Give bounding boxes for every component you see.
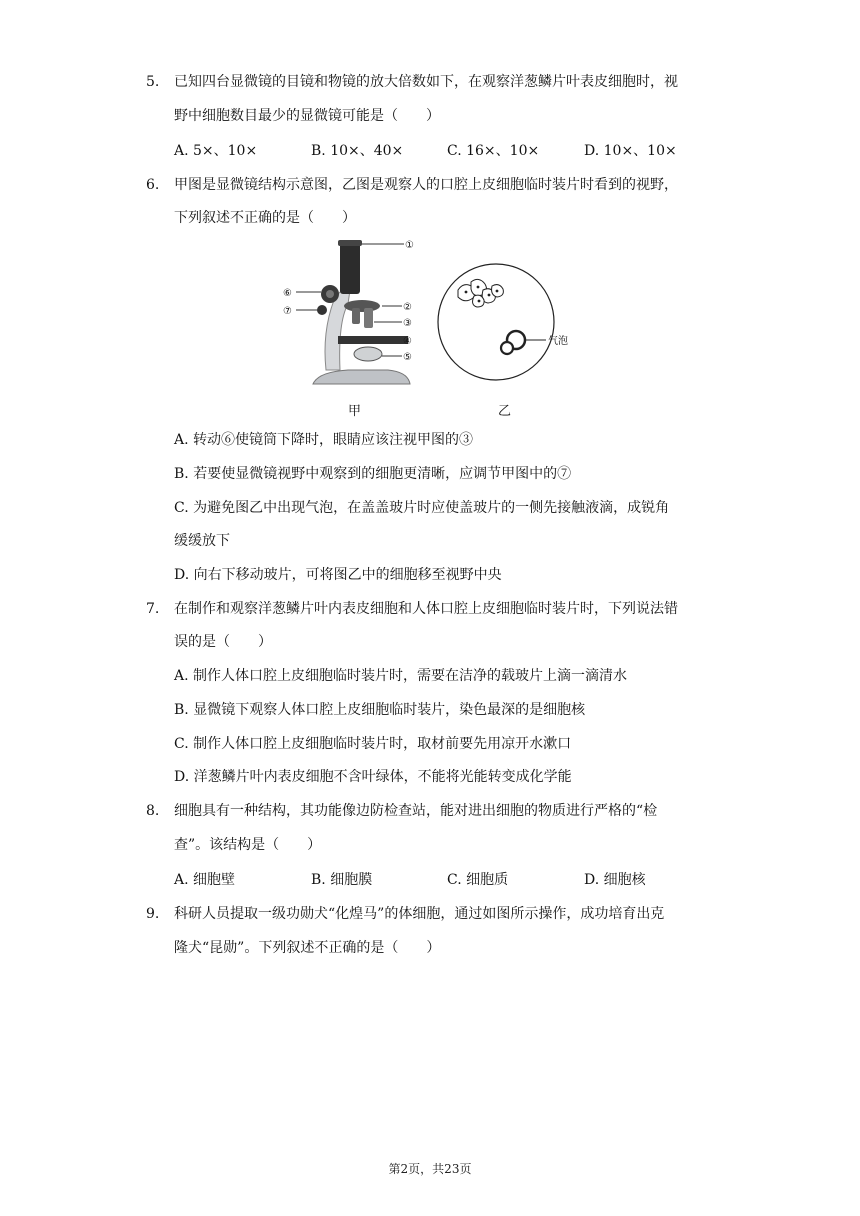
caption-right: 乙 <box>498 404 512 419</box>
option-a: A. 制作人体口腔上皮细胞临时装片时，需要在洁净的载玻片上滴一滴清水 <box>174 668 628 684</box>
label-5: ⑤ <box>403 352 412 363</box>
microscope-diagram-svg <box>278 232 598 422</box>
option-b: B. 10×、40× <box>311 143 404 159</box>
bubble-label: 气泡 <box>548 336 568 347</box>
option-c: C. 细胞质 <box>447 872 509 888</box>
microscope-figure <box>278 232 598 422</box>
question-text: 科研人员提取一级功勋犬“化煌马”的体细胞，通过如图所示操作，成功培育出克 <box>174 906 665 922</box>
microscope-illustration <box>313 240 410 384</box>
question-text: 隆犬“昆勋”。下列叙述不正确的是（ ） <box>174 940 441 956</box>
option-d: D. 10×、10× <box>584 143 677 159</box>
option-b: B. 细胞膜 <box>311 872 373 888</box>
field-of-view <box>438 264 568 380</box>
question-text: 已知四台显微镜的目镜和物镜的放大倍数如下，在观察洋葱鳞片叶表皮细胞时，视 <box>174 74 678 90</box>
option-a: A. 5×、10× <box>174 143 258 159</box>
page-footer: 第2页，共23页 <box>388 1162 472 1176</box>
question-text: 查”。该结构是（ ） <box>174 837 322 853</box>
option-b: B. 显微镜下观察人体口腔上皮细胞临时装片，染色最深的是细胞核 <box>174 702 586 718</box>
question-number: 7. <box>146 601 160 617</box>
label-4: ④ <box>403 336 412 347</box>
question-text: 下列叙述不正确的是（ ） <box>174 210 356 226</box>
option-d: D. 洋葱鳞片叶内表皮细胞不含叶绿体，不能将光能转变成化学能 <box>174 769 572 785</box>
question-text: 在制作和观察洋葱鳞片叶内表皮细胞和人体口腔上皮细胞临时装片时，下列说法错 <box>174 601 678 617</box>
option-a: A. 转动⑥使镜筒下降时，眼睛应该注视甲图的③ <box>174 432 474 448</box>
question-text: 甲图是显微镜结构示意图，乙图是观察人的口腔上皮细胞临时装片时看到的视野， <box>174 177 678 193</box>
label-6: ⑥ <box>283 288 292 299</box>
option-c-cont: 缓缓放下 <box>174 533 230 549</box>
option-c: C. 为避免图乙中出现气泡，在盖盖玻片时应使盖玻片的一侧先接触液滴，成锐角 <box>174 500 670 516</box>
question-number: 5. <box>146 74 160 90</box>
label-7: ⑦ <box>283 306 292 317</box>
label-3: ③ <box>403 318 412 329</box>
option-d: D. 细胞核 <box>584 872 646 888</box>
question-text: 误的是（ ） <box>174 634 272 650</box>
question-text: 野中细胞数目最少的显微镜可能是（ ） <box>174 108 440 124</box>
question-number: 9. <box>146 906 160 922</box>
question-number: 8. <box>146 803 160 819</box>
caption-left: 甲 <box>348 404 362 419</box>
option-a: A. 细胞壁 <box>174 872 236 888</box>
question-number: 6. <box>146 177 160 193</box>
option-d: D. 向右下移动玻片，可将图乙中的细胞移至视野中央 <box>174 567 502 583</box>
label-1: ① <box>405 240 414 251</box>
question-text: 细胞具有一种结构，其功能像边防检查站，能对进出细胞的物质进行严格的“检 <box>174 803 658 819</box>
option-c: C. 制作人体口腔上皮细胞临时装片时，取材前要先用凉开水漱口 <box>174 736 572 752</box>
label-2: ② <box>403 302 412 313</box>
option-b: B. 若要使显微镜视野中观察到的细胞更清晰，应调节甲图中的⑦ <box>174 466 572 482</box>
option-c: C. 16×、10× <box>447 143 540 159</box>
